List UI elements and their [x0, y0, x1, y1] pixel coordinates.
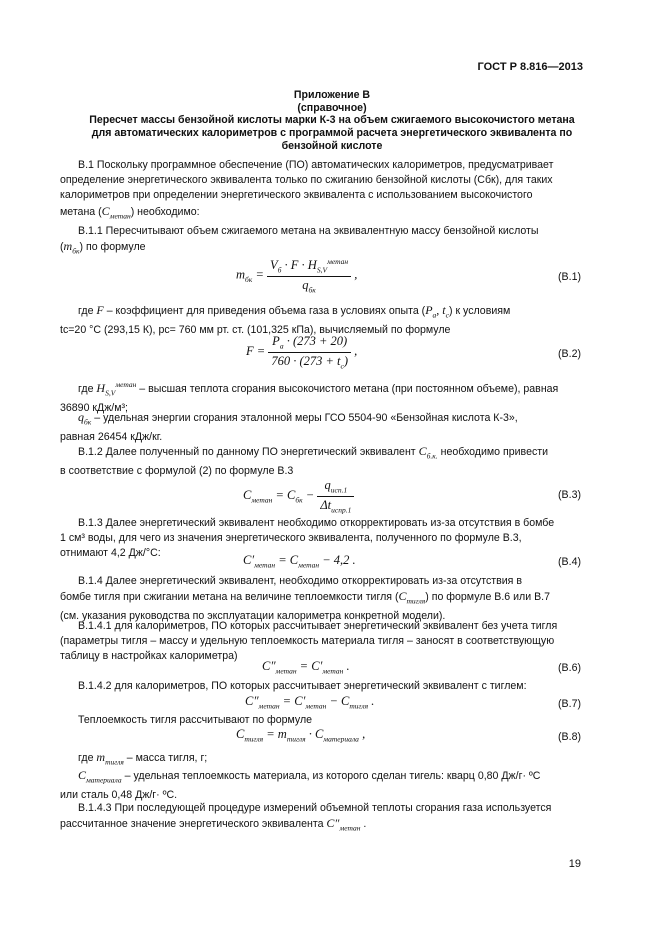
paragraph-b1-4: В.1.4 Далее энергетический эквивалент, необходимо откорректировать из-за отсутствия в бомбе тигля при сжигании метана на величине теплоемкости тигля $(C_{тигля})$ по формуле В.6 или В.7 (см. указания руководства по эксплуатации калориметра конкретной модели). — [60, 575, 550, 622]
formula-number-b2: (В.2) — [558, 348, 581, 360]
paragraph-where-h: где $H_{S,V}^{метан}$ – высшая теплота сгорания высокочистого метана (при постоянном объеме), равная 36890 кДж/м³; — [60, 380, 559, 414]
paragraph-where-c-material: $C_{материала}$ – удельная теплоемкость материала, из которого сделан тигель: кварц 0,80 Дж/г· ºС или сталь 0,48 Дж/г· ºС. — [60, 768, 541, 801]
paragraph-where-f: где F – коэффициент для приведения объема газа в условиях опыта ($P_a$, $t_c$) к условиям tс=20 °С (293,15 К), pс= 760 мм рт. ст. (101,325 кПа), вычисляемый по формуле — [60, 303, 511, 336]
appendix-heading-line-3: бензойной кислоте — [281, 140, 383, 152]
appendix-heading-line-1: Пересчет массы бензойной кислоты марки К-3 на объем сжигаемого высокочистого метана — [89, 114, 575, 126]
paragraph-b1-4-1: В.1.4.1 для калориметров, ПО которых рассчитывает энергетический эквивалент без учета тигля (параметры тигля – массу и удельную теплоемкость материала тигля – заносят в соответствующую таблицу в настройках калориметра) — [60, 620, 558, 663]
paragraph-where-q: $q_{бк}$ – удельная энергии сгорания эталонной меры ГСО 5504-90 «Бензойная кислота К-3», равная 26454 кДж/кг. — [60, 410, 518, 443]
formula-number-b6: (В.6) — [558, 662, 581, 674]
formula-number-b4: (В.4) — [558, 556, 581, 568]
appendix-title: Приложение В — [293, 89, 371, 101]
paragraph-b1-3: В.1.3 Далее энергетический эквивалент необходимо откорректировать из-за отсутствия в бомбе 1 см³ воды, для чего из значения энергетического эквивалента, полученного по формуле В.3, отнимают 4,2 Дж/°С: — [60, 517, 555, 560]
paragraph-crucible-heat-capacity: Теплоемкость тигля рассчитывают по формуле — [78, 714, 313, 726]
formula-b8: $C_{тигля} = m_{тигля} \cdot C_{материала}$ , — [236, 727, 366, 744]
formula-b1: $m_{бк}$ = $\frac{V_б \cdot F \cdot H_{S,V}^{метан}}{q_{бк}}$ , — [236, 257, 358, 295]
document-code: ГОСТ Р 8.816—2013 — [477, 61, 583, 73]
paragraph-b1-4-3: В.1.4.3 При последующей процедуре измерений объемной теплоты сгорания газа используется рассчитанное значение энергетического эквивалента $C''_{метан}$ . — [60, 802, 552, 833]
formula-number-b3: (В.3) — [558, 489, 581, 501]
paragraph-b1-2: В.1.2 Далее полученный по данному ПО энергетический эквивалент $C_{б.к.}$ необходимо привести в соответствие с формулой (2) по формуле В.3 — [60, 444, 549, 477]
page-number: 19 — [568, 858, 581, 870]
paragraph-b1-4-2: В.1.4.2 для калориметров, ПО которых рассчитывает энергетический эквивалент с тиглем: — [78, 680, 527, 692]
formula-b3: $C_{метан} = C_{бк}$ − $\frac{q_{исп.1}}{\Delta t_{испр.1}}$ — [243, 478, 354, 514]
paragraph-b1: В.1 Поскольку программное обеспечение (ПО) автоматических калориметров, предусматривает определение энергетического эквивалента только по сжиганию бензойной кислоты (Cбк), для таких калориметров при определении энергетического эквивалента с использованием высокочистого метана $(C_{метан})$ необходимо: — [60, 159, 554, 220]
appendix-kind: (справочное) — [297, 102, 367, 114]
formula-b4: $C'_{метан} = C_{метан} - 4,2$ . — [243, 553, 356, 570]
formula-number-b7: (В.7) — [558, 698, 581, 710]
formula-number-b8: (В.8) — [558, 731, 581, 743]
paragraph-b1-1: В.1.1 Пересчитывают объем сжигаемого метана на эквивалентную массу бензойной кислоты $(m_{бк})$ по формуле — [60, 225, 539, 256]
appendix-heading-line-2: для автоматических калориметров с программой расчета энергетического эквивалента по — [91, 127, 573, 139]
formula-b6: $C''_{метан} = C'_{метан}$ . — [262, 659, 350, 676]
formula-b2: F = $\frac{P_a \cdot (273 + 20)}{760 \cdot (273 + t_c)}$ , — [246, 334, 358, 370]
paragraph-where-m: где $m_{тигля}$ – масса тигля, г; — [78, 750, 208, 767]
formula-b7: $C''_{метан} = C'_{метан} - C_{тигля}$ . — [245, 694, 375, 711]
formula-number-b1: (В.1) — [558, 271, 581, 283]
